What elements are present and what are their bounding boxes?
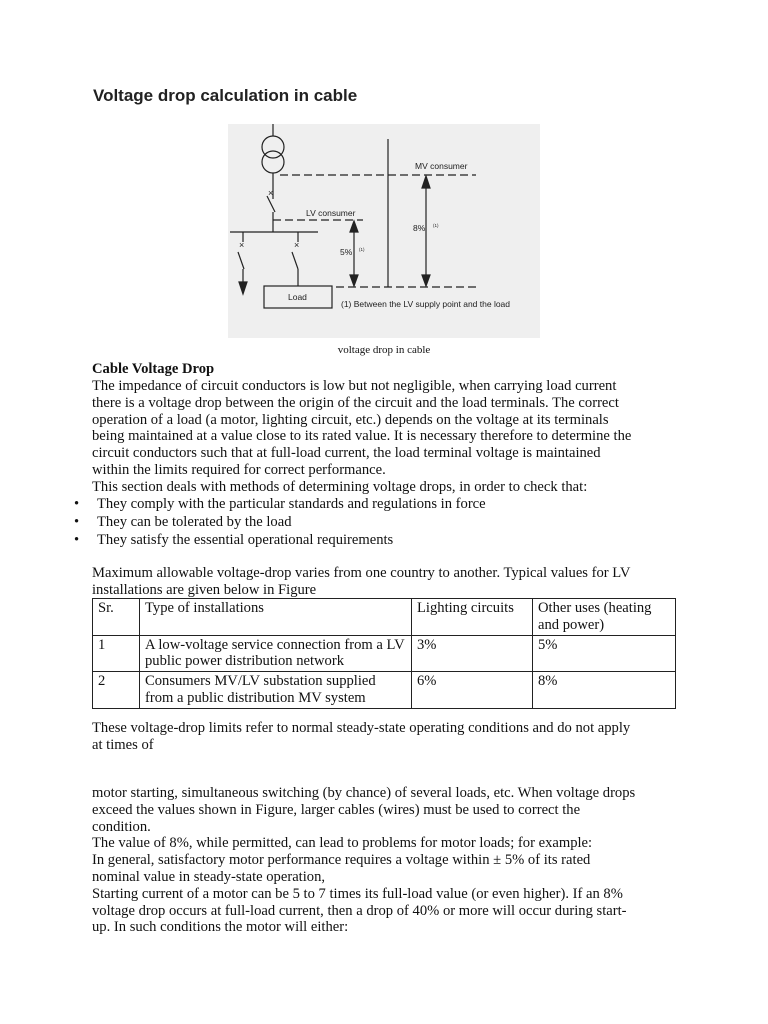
text-line: Maximum allowable voltage-drop varies from one country to another. Typical values for LV [92, 565, 631, 581]
text-line: installations are given below in Figure [92, 581, 317, 598]
section-heading: Cable Voltage Drop [92, 361, 215, 377]
cell: 5% [533, 635, 676, 672]
text-line: within the limits required for correct performance. [92, 461, 386, 478]
text-line: circuit conductors such that at full-load current, the load terminal voltage is maintained [92, 445, 601, 462]
paragraph-4 [92, 785, 635, 936]
figure-caption: voltage drop in cable [337, 344, 431, 356]
page-title: Voltage drop calculation in cable [93, 86, 358, 105]
cell: 3% [412, 635, 533, 672]
cell: 1 [93, 635, 140, 672]
text-line: voltage drop occurs at full-load current, then a drop of 40% or more will occur during start- [92, 902, 627, 919]
text-line: These voltage-drop limits refer to normal steady-state operating conditions and do not apply [92, 720, 631, 736]
header-cell: Type of installations [140, 599, 412, 636]
table-row [93, 635, 676, 672]
mv-consumer-label: MV consumer [415, 161, 468, 171]
text-line: up. In such conditions the motor will either: [92, 919, 349, 936]
load-label: Load [288, 292, 307, 302]
list-item: They comply with the particular standards and regulations in force [97, 496, 486, 512]
cell: 6% [412, 672, 533, 709]
table-row [93, 672, 676, 709]
text-line: exceed the values shown in Figure, larger cables (wires) must be used to correct the [92, 801, 581, 818]
text-line: operation of a load (a motor, lighting circuit, etc.) depends on the voltage at its terminals [92, 411, 609, 428]
pct8-label: 8% [413, 223, 426, 233]
footnote-label: (1) Between the LV supply point and the load [341, 299, 511, 309]
text-line: being maintained at a value close to its rated value. It is necessary therefore to determine the [92, 428, 632, 445]
paragraph-1 [92, 378, 631, 496]
header-cell: Other uses (heating and power) [533, 599, 676, 636]
bullet-icon: • [74, 532, 80, 548]
cell: 2 [93, 672, 140, 709]
svg-text:×: × [294, 240, 300, 250]
cell: A low-voltage service connection from a LV public power distribution network [140, 635, 412, 672]
header-cell: Sr. [93, 599, 140, 636]
list-item: They can be tolerated by the load [97, 514, 292, 530]
svg-text:×: × [239, 240, 245, 250]
bullet-icon: • [74, 514, 80, 530]
text-line: condition. [92, 818, 151, 835]
table-header-row [93, 599, 676, 636]
paragraph-2 [92, 565, 630, 599]
bullet-icon: • [74, 496, 80, 512]
list-item: They satisfy the essential operational requirements [97, 532, 394, 548]
pct5-label: 5% [340, 247, 353, 257]
svg-text:×: × [268, 188, 274, 198]
text-line: there is a voltage drop between the origin of the circuit and the load terminals. The correct [92, 394, 619, 411]
text-line: nominal value in steady-state operation, [92, 868, 326, 885]
note-mark: (1) [359, 247, 365, 252]
cell: 8% [533, 672, 676, 709]
text-line: motor starting, simultaneous switching (by chance) of several loads, etc. When voltage drops [92, 785, 636, 801]
cell: Consumers MV/LV substation supplied from a public distribution MV system [140, 672, 412, 709]
text-line: The value of 8%, while permitted, can lead to problems for motor loads; for example: [92, 835, 593, 852]
text-line: The impedance of circuit conductors is low but not negligible, when carrying load current [92, 378, 617, 394]
note-mark: (1) [433, 223, 439, 228]
header-cell: Lighting circuits [412, 599, 533, 636]
text-line: at times of [92, 736, 154, 753]
voltage-drop-diagram [228, 124, 540, 338]
text-line: Starting current of a motor can be 5 to 7 times its full-load value (or even higher). If an 8% [92, 885, 623, 902]
bullet-list [74, 496, 486, 550]
paragraph-3 [92, 720, 630, 754]
text-line: This section deals with methods of determining voltage drops, in order to check that: [92, 478, 588, 495]
voltage-drop-table [92, 598, 676, 709]
lv-consumer-label: LV consumer [306, 208, 356, 218]
text-line: In general, satisfactory motor performance requires a voltage within ± 5% of its rated [92, 852, 591, 869]
